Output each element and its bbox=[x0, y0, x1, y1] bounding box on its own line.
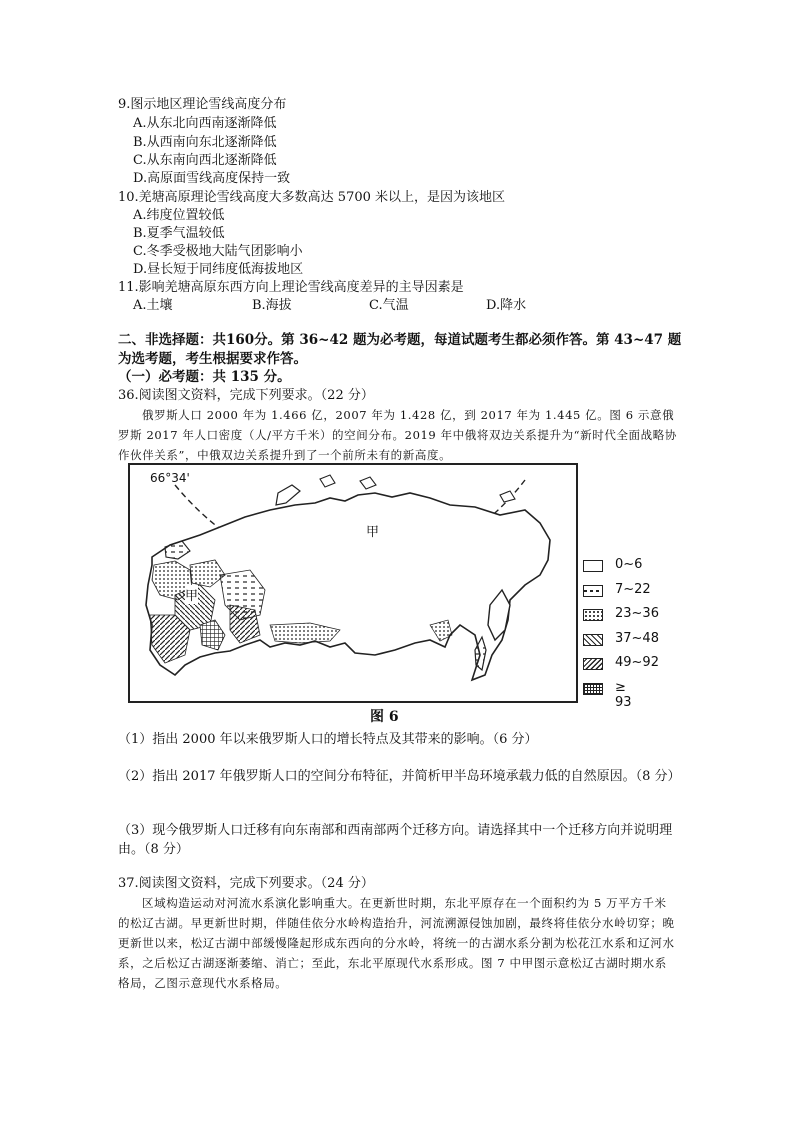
q11-stem: 11.影响羌塘高原东西方向上理论雪线高度差异的主导因素是 bbox=[118, 280, 464, 295]
figure-6-caption: 图 6 bbox=[370, 709, 399, 725]
q9-option-b[interactable]: B.从西南向东北逐渐降低 bbox=[133, 135, 277, 150]
q10-stem: 10.羌塘高原理论雪线高度大多数高达 5700 米以上，是因为该地区 bbox=[118, 190, 506, 205]
legend-label: 49~92 bbox=[615, 655, 659, 671]
legend-swatch-grid bbox=[583, 683, 603, 695]
legend-label: 0~6 bbox=[615, 557, 643, 572]
legend-swatch-back-hatch bbox=[583, 634, 603, 646]
section2-subheading: （一）必考题：共 135 分。 bbox=[118, 369, 291, 385]
q9-option-d[interactable]: D.高原面雪线高度保持一致 bbox=[133, 171, 291, 186]
q36-stem: 36.阅读图文资料，完成下列要求。（22 分） bbox=[118, 388, 374, 403]
q36-sub3: （3）现今俄罗斯人口迁移有向东南部和西南部两个迁移方向。请选择其中一个迁移方向并说明理由。（8 分） bbox=[118, 823, 673, 857]
q37-passage: 区域构造运动对河流水系演化影响重大。在更新世时期，东北平原存在一个面积约为 5 万平方千米的松辽古湖。早更新世时期，伴随佳依分水岭构造抬升，河流溯源侵蚀加剧，最终将佳依分水岭切穿；晚更新世以来，松辽古湖中部缓慢隆起形成东西向的分水岭，将统一的古湖水系分割为松花江水系和辽河水系，之后松辽古湖逐渐萎缩、消亡；至此，东北平原现代水系形成。图 7 中甲图示意松辽古湖时期水系格局，乙图示意现代水系格局。 bbox=[118, 896, 675, 990]
legend-swatch-blank bbox=[583, 560, 603, 572]
q9-option-c[interactable]: C.从东南向西北逐渐降低 bbox=[133, 153, 277, 168]
legend-label: 37~48 bbox=[615, 630, 659, 646]
latitude-label: 66°34' bbox=[150, 471, 190, 485]
legend-swatch-dash bbox=[583, 585, 603, 597]
place-label-jia-west: 甲 bbox=[185, 585, 198, 604]
q36-sub2: （2）指出 2017 年俄罗斯人口的空间分布特征，并简析甲半岛环境承载力低的自然原因。（8 分） bbox=[118, 769, 681, 784]
legend-swatch-dots bbox=[583, 609, 603, 621]
q9-option-a[interactable]: A.从东北向西南逐渐降低 bbox=[133, 116, 277, 131]
russia-population-map bbox=[128, 463, 578, 703]
q37-stem: 37.阅读图文资料，完成下列要求。（24 分） bbox=[118, 876, 374, 891]
q10-option-a[interactable]: A.纬度位置较低 bbox=[133, 208, 225, 223]
q11-option-d[interactable]: D.降水 bbox=[486, 298, 527, 313]
q11-option-b[interactable]: B.海拔 bbox=[252, 298, 292, 313]
q11-option-c[interactable]: C.气温 bbox=[369, 298, 409, 313]
q36-passage: 俄罗斯人口 2000 年为 1.466 亿，2007 年为 1.428 亿，到 2017 年为 1.445 亿。图 6 示意俄罗斯 2017 年人口密度（人/平方千米）的空间分布。2019 年中俄将双边关系提升为“新时代全面战略协作伙伴关系”，中俄双边关系提升到了一个前所未有的新高度。 bbox=[118, 408, 677, 462]
q10-option-d[interactable]: D.昼长短于同纬度低海拔地区 bbox=[133, 262, 304, 277]
q11-option-a[interactable]: A.土壤 bbox=[133, 298, 173, 313]
map-drawing bbox=[130, 465, 576, 701]
place-label-jia-east: 甲 bbox=[366, 525, 380, 540]
q36-sub1: （1）指出 2000 年以来俄罗斯人口的增长特点及其带来的影响。（6 分） bbox=[118, 732, 538, 747]
legend-swatch-fwd-hatch bbox=[583, 658, 603, 670]
section2-heading-line2: 为选考题，考生根据要求作答。 bbox=[118, 351, 307, 367]
q9-stem: 9.图示地区理论雪线高度分布 bbox=[118, 97, 287, 112]
legend-label: 23~36 bbox=[615, 606, 659, 622]
q10-option-b[interactable]: B.夏季气温较低 bbox=[133, 226, 225, 241]
section2-heading-line1: 二、非选择题：共160分。第 36~42 题为必考题，每道试题考生都必须作答。第 43~47 题 bbox=[118, 332, 682, 348]
legend-label: 7~22 bbox=[615, 581, 651, 597]
q10-option-c[interactable]: C.冬季受极地大陆气团影响小 bbox=[133, 244, 303, 259]
legend-label: ≥ 93 bbox=[615, 679, 632, 710]
